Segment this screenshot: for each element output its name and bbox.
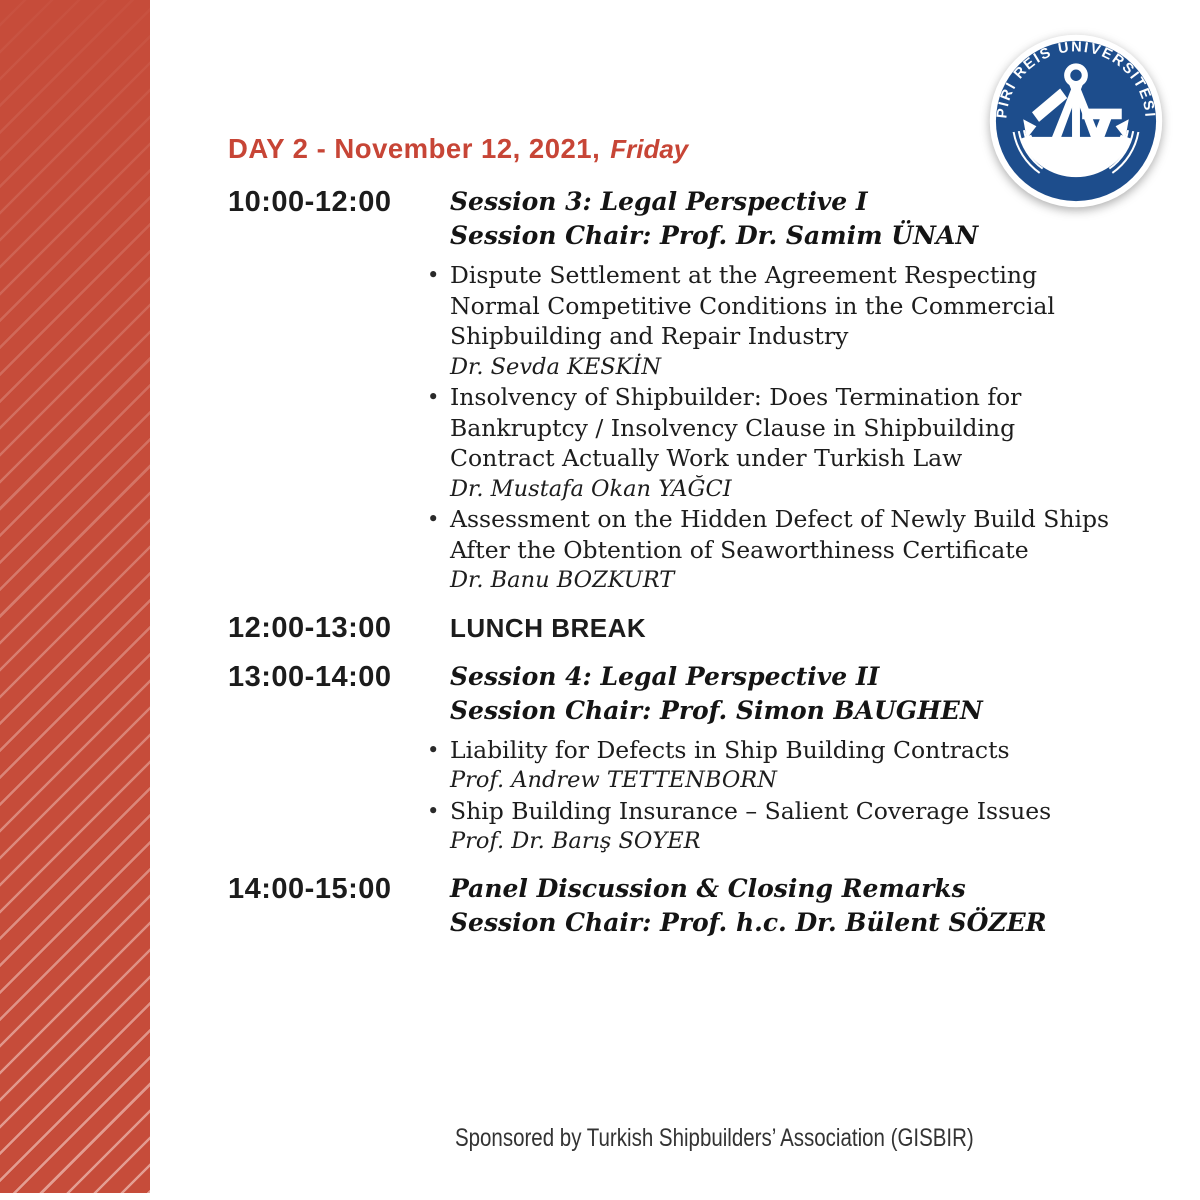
talk-speaker: Dr. Mustafa Okan YAĞCI	[450, 475, 732, 502]
session-chair: Session Chair: Prof. h.c. Dr. Bülent SÖZER	[450, 907, 1047, 937]
sponsor-text: Sponsored by Turkish Shipbuilders’ Association (GISBIR)	[454, 1124, 974, 1152]
session-title: Session 4: Legal Perspective II	[450, 661, 880, 691]
session-details	[450, 611, 1078, 645]
logo-year-text: 2008	[1054, 161, 1098, 180]
talk-text	[450, 796, 1078, 857]
talk-item	[427, 735, 1078, 796]
program-content	[228, 133, 1110, 940]
talk-title-line: Bankruptcy / Insolvency Clause in Shipbuilding	[450, 413, 1016, 442]
talk-list	[427, 735, 1078, 857]
session-title: Session 3: Legal Perspective I	[450, 187, 868, 216]
page-title-weekday: Friday	[610, 134, 689, 164]
session-title: Panel Discussion & Closing Remarks	[450, 873, 966, 903]
break-title: LUNCH BREAK	[450, 612, 647, 643]
talk-item	[427, 796, 1078, 857]
session-time-label: 13:00-14:00	[228, 660, 392, 693]
session-details	[427, 185, 1110, 596]
schedule-row	[228, 660, 1078, 857]
page-title	[228, 133, 1078, 165]
session-chair: Session Chair: Prof. Simon BAUGHEN	[450, 695, 983, 725]
talk-text	[450, 735, 1078, 796]
decorative-stripe-band	[0, 0, 150, 1193]
session-time-label: 14:00-15:00	[228, 872, 392, 905]
talk-title-line: Normal Competitive Conditions in the Commercial	[450, 291, 1055, 320]
talk-list	[427, 260, 1110, 596]
session-time-label: 10:00-12:00	[228, 186, 392, 218]
bullet-icon: •	[427, 507, 440, 531]
talk-title-line: Dispute Settlement at the Agreement Respecting	[450, 261, 1038, 289]
logo-university-name-text: PÎRÎ REİS ÜNİVERSİTESİ	[994, 39, 1158, 120]
talk-item	[427, 260, 1078, 382]
bullet-icon: •	[427, 798, 440, 823]
sponsor-footer	[228, 1124, 1200, 1153]
talk-speaker: Prof. Dr. Barış SOYER	[450, 828, 701, 854]
talk-title-line: Ship Building Insurance – Salient Coverage Issues	[450, 796, 1052, 825]
talk-text	[450, 260, 1078, 382]
bullet-icon: •	[427, 263, 440, 287]
talk-item	[427, 382, 1078, 504]
session-details	[450, 872, 1078, 940]
talk-text	[450, 382, 1078, 504]
schedule-row	[228, 611, 1078, 645]
page-title-date: DAY 2 - November 12, 2021,	[228, 133, 601, 164]
talk-text	[450, 504, 1110, 596]
talk-title-line: After the Obtention of Seaworthiness Certificate	[450, 535, 1029, 564]
talk-title-line: Shipbuilding and Repair Industry	[450, 322, 849, 350]
talk-item	[427, 504, 1110, 596]
bullet-icon: •	[427, 737, 440, 762]
talk-speaker: Dr. Sevda KESKİN	[450, 353, 662, 380]
talk-title-line: Contract Actually Work under Turkish Law	[450, 444, 963, 472]
schedule-row	[228, 185, 1110, 596]
session-chair: Session Chair: Prof. Dr. Samim ÜNAN	[450, 221, 979, 250]
schedule-row	[228, 872, 1078, 940]
session-time-label: 12:00-13:00	[228, 611, 392, 644]
bullet-icon: •	[427, 385, 440, 409]
talk-speaker: Prof. Andrew TETTENBORN	[450, 767, 777, 793]
talk-title-line: Liability for Defects in Ship Building Contracts	[450, 735, 1010, 764]
talk-title-line: Assessment on the Hidden Defect of Newly Build Ships	[450, 505, 1110, 533]
schedule	[228, 185, 1110, 940]
talk-title-line: Insolvency of Shipbuilder: Does Termination for	[450, 383, 1022, 411]
session-details	[427, 660, 1078, 857]
talk-speaker: Dr. Banu BOZKURT	[450, 567, 675, 593]
